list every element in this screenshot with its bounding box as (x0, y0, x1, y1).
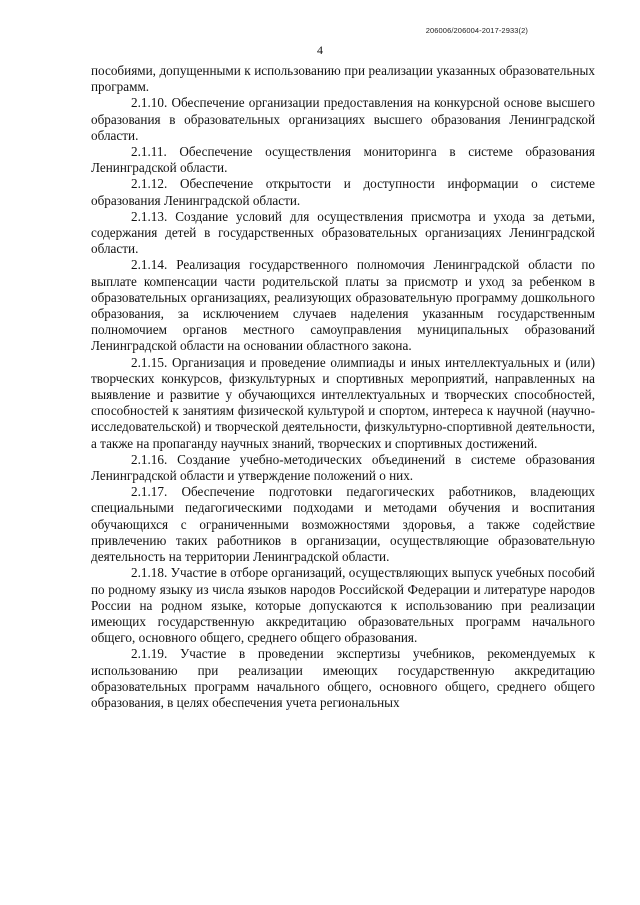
paragraph-continuation: пособиями, допущенными к использованию при реализации указанных образовательных программ. (91, 63, 595, 95)
paragraph-2-1-14: 2.1.14. Реализация государственного полномочия Ленинградской области по выплате компенсации части родительской платы за присмотр и уход за ребенком в образовательных организациях, реализующих образовательную программу дошкольного образования, за исключением случаев наделения указанным государственным полномочием органов местного самоуправления муниципальных образований Ленинградской области на основании областного закона. (91, 257, 595, 354)
paragraph-2-1-16: 2.1.16. Создание учебно-методических объединений в системе образования Ленинградской области и утверждение положений о них. (91, 451, 595, 484)
paragraph-2-1-11: 2.1.11. Обеспечение осуществления мониторинга в системе образования Ленинградской области. (91, 144, 595, 176)
paragraph-2-1-19: 2.1.19. Участие в проведении экспертизы учебников, рекомендуемых к использованию при реализации имеющих государственную аккредитацию образовательных программ начального общего, основного общего, среднего общего образования, в целях обеспечения учета региональных (91, 646, 595, 710)
document-id: 206006/206004-2017-2933(2) (425, 26, 528, 35)
paragraph-2-1-18: 2.1.18. Участие в отборе организаций, осуществляющих выпуск учебных пособий по родному языку из числа языков народов Российской Федерации и литературе народов России на родном языке, которые допускаются к использованию при реализации имеющих государственную аккредитацию образовательных программ начального общего, основного общего, среднего общего образования. (91, 565, 595, 646)
paragraph-2-1-13: 2.1.13. Создание условий для осуществления присмотра и ухода за детьми, содержания детей в государственных образовательных организациях Ленинградской области. (91, 208, 595, 257)
paragraph-2-1-12: 2.1.12. Обеспечение открытости и доступности информации о системе образования Ленинградской области. (91, 176, 595, 208)
paragraph-2-1-15: 2.1.15. Организация и проведение олимпиады и иных интеллектуальных и (или) творческих конкурсов, физкультурных и спортивных мероприятий, направленных на выявление и развитие у обучающихся интеллектуальных и творческих способностей, способностей к занятиям физической культурой и спортом, интереса к научной (научно-исследовательской) и творческой деятельности, физкультурно-спортивной деятельности, а также на пропаганду научных знаний, творческих и спортивных достижений. (91, 354, 595, 451)
document-body (91, 63, 595, 711)
paragraph-2-1-17: 2.1.17. Обеспечение подготовки педагогических работников, владеющих специальными педагогическими подходами и методами обучения и воспитания обучающихся с ограниченными возможностями здоровья, а также содействие привлечению таких работников в организации, осуществляющие образовательную деятельность на территории Ленинградской области. (91, 484, 595, 565)
page-number: 4 (317, 43, 323, 57)
paragraph-2-1-10: 2.1.10. Обеспечение организации предоставления на конкурсной основе высшего образования в образовательных организациях высшего образования Ленинградской области. (91, 95, 595, 143)
